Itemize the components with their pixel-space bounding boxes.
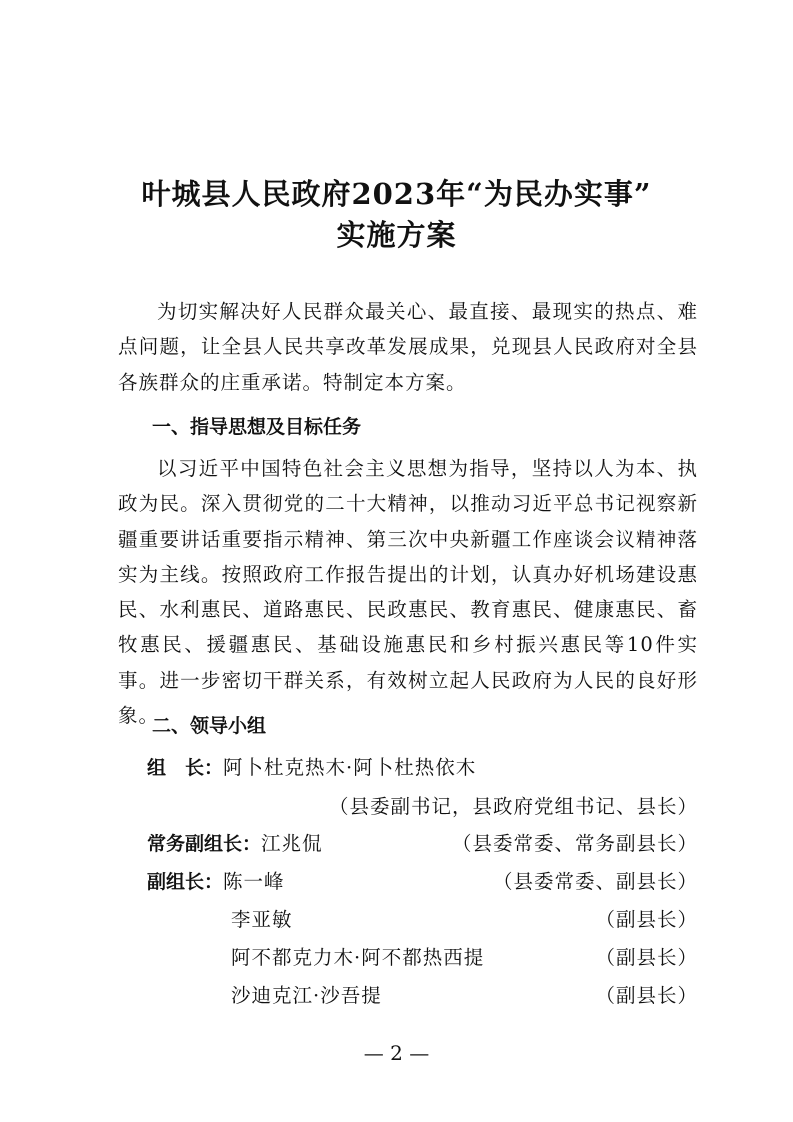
deputy-title: （县委常委、副县长）	[492, 870, 698, 893]
deputy-name: 阿不都克力木·阿不都热西提	[231, 946, 485, 969]
section1-heading: 一、指导思想及目标任务	[152, 416, 362, 438]
exec-deputy-label: 常务副组长：	[147, 833, 262, 855]
leader-title: （县委副书记，县政府党组书记、县长）	[328, 795, 698, 818]
section1-paragraph: 以习近平中国特色社会主义思想为指导，坚持以人为本、执政为民。深入贯彻党的二十大精神，以推动习近平总书记视察新疆重要讲话重要指示精神、第三次中央新疆工作座谈会议精神落实为主线。按照政府工作报告提出的计划，认真办好机场建设惠民、水利惠民、道路惠民、民政惠民、教育惠民、健康惠民、畜牧惠民、援疆惠民、基础设施惠民和乡村振兴惠民等10件实事。进一步密切干群关系，有效树立起人民政府为人民的良好形象。	[118, 457, 698, 728]
document-title-line2: 实施方案	[336, 218, 457, 252]
section2-heading: 二、领导小组	[152, 715, 267, 737]
exec-deputy-row	[147, 828, 323, 856]
deputy-title: （副县长）	[595, 908, 698, 931]
document-title-line1: 叶城县人民政府2023年“为民办实事”	[141, 177, 652, 211]
intro-paragraph: 为切实解决好人民群众最关心、最直接、最现实的热点、难点问题，让全县人民共享改革发展成果，兑现县人民政府对全县各族群众的庄重承诺。特制定本方案。	[118, 300, 698, 394]
leader-label: 组 长：	[147, 757, 224, 779]
deputy-title: （副县长）	[595, 984, 698, 1007]
deputy-name: 沙迪克江·沙吾提	[231, 984, 382, 1007]
exec-deputy-title: （县委常委、常务副县长）	[451, 832, 698, 855]
deputy-label: 副组长：	[147, 871, 224, 893]
leader-row	[147, 752, 476, 780]
leader-name: 阿卜杜克热木·阿卜杜热依木	[223, 756, 477, 779]
deputy-name: 李亚敏	[231, 908, 293, 931]
page-number: — 2 —	[363, 1041, 430, 1065]
deputy-title: （副县长）	[595, 946, 698, 969]
deputy-row-1	[147, 866, 285, 894]
deputy-name: 陈一峰	[223, 870, 285, 893]
exec-deputy-name: 江兆侃	[261, 832, 323, 855]
